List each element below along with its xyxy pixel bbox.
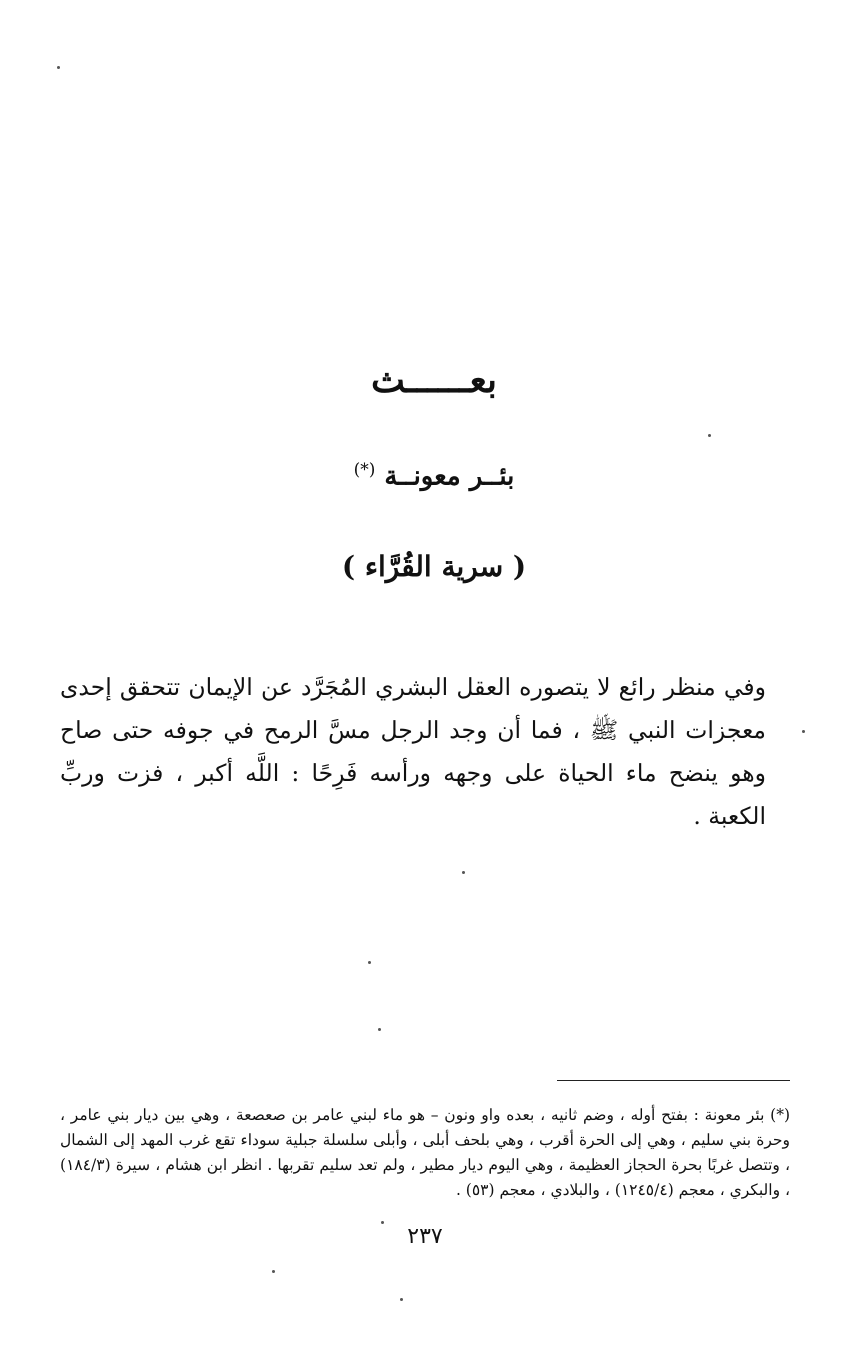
- section-title-text: بئــر معونــة: [384, 461, 515, 492]
- footnote-divider: [557, 1080, 790, 1081]
- footnote-marker: (*): [353, 460, 376, 480]
- scan-speck: [708, 434, 711, 437]
- footnote-text: (*) بئر معونة : بفتح أوله ، وضم ثانيه ، بعده واو ونون – هو ماء لبني عامر بن صعصعة ، وهي بين ديار بني عامر ، وحرة بني سليم ، وهي إلى الحرة أقرب ، وهي بلحف أبلى ، وأبلى سلسلة جبلية سوداء تقع غرب المهد إلى الشمال ، وتتصل غربًا بحرة الحجاز العظيمة ، وهي اليوم ديار مطير ، ولم تعد سليم تقربها . انظر ابن هشام ، سيرة (١٨٤/٣) ، والبكري ، معجم (١٢٤٥/٤) ، والبلادي ، معجم (٥٣) .: [60, 1105, 790, 1199]
- scan-speck: [381, 1221, 384, 1224]
- scan-speck: [368, 961, 371, 964]
- chapter-title: بعــــــث: [370, 359, 498, 401]
- scan-speck: [462, 871, 465, 874]
- body-paragraph: وفي منظر رائع لا يتصوره العقل البشري المُجَرَّد عن الإيمان تتحقق إحدى معجزات النبي ﷺ ، فما أن وجد الرجل مسَّ الرمح في جوفه حتى صاح وهو ينضح ماء الحياة على وجهه ورأسه فَرِحًا : اللَّه أكبر ، فزت وربِّ الكعبة .: [60, 672, 766, 830]
- page-number: ٢٣٧: [407, 1224, 443, 1249]
- scan-speck: [400, 1298, 403, 1301]
- scan-speck: [57, 66, 60, 69]
- section-title: [0, 450, 868, 497]
- scan-speck: [378, 1028, 381, 1031]
- scan-speck: [272, 1270, 275, 1273]
- section-subtitle: ( سرية القُرَّاء ): [341, 550, 527, 583]
- scan-speck: [802, 730, 805, 733]
